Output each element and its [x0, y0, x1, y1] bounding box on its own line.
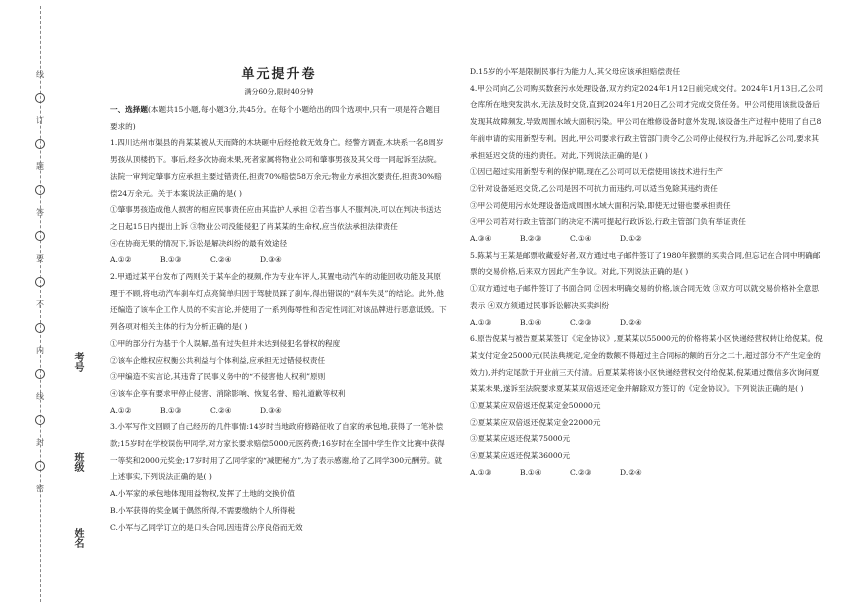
name-label: 姓名 — [72, 528, 83, 548]
circle-icon — [35, 231, 45, 241]
circle-icon — [35, 93, 45, 103]
choice-c[interactable]: C.①④ — [570, 234, 592, 244]
seal-char: 要 — [36, 254, 44, 263]
seal-char: 不 — [36, 300, 44, 309]
question-1-options: ④在协商无果的情况下,诉讼是解决纠纷的最有效途径 — [110, 238, 288, 248]
seal-char: 订 — [36, 116, 44, 125]
question-1-choices — [110, 252, 448, 269]
question-3-choice[interactable]: A.小军家的承包地体现用益物权,发挥了土地的交换价值 — [110, 489, 295, 499]
choice-c[interactable]: C.②④ — [210, 255, 232, 265]
choice-b[interactable]: B.①④ — [520, 317, 542, 327]
choice-b[interactable]: B.②③ — [520, 234, 542, 244]
question-4-item: ③甲公司使用污水处理设备造成周围水域大面积污染,即使无过错也要承担责任 — [470, 200, 731, 210]
choice-a[interactable]: A.①③ — [470, 317, 492, 327]
question-1-stem: 1.四川达州市渠县的肖某某被从天而降的木块砸中后经抢救无效身亡。经警方调查,木块系一名8周岁男孩从顶楼扔下。事后,经多次协商未果,死者家属将物业公司和肇事男孩及其父母一同起诉至法院。法院一审判定肇事方应承担主要过错责任,担责70%赔偿58万余元;物业方承担次要责任,担责30%赔偿24万余元。关于本案说法正确的是( ) — [110, 138, 444, 198]
seal-char: 密 — [36, 484, 44, 493]
choice-c[interactable]: C.②③ — [570, 317, 592, 327]
question-4-item: ④甲公司若对行政主管部门的决定不满可提起行政诉讼,行政主管部门负有举证责任 — [470, 217, 746, 227]
circle-icon — [35, 185, 45, 195]
choice-a[interactable]: A.③④ — [470, 234, 492, 244]
question-6-item: ④夏某某应返还倪某36000元 — [470, 451, 571, 461]
left-page — [110, 0, 448, 608]
question-6-choices — [470, 465, 826, 482]
question-4-item: ②针对设备延迟交货,乙公司是因不可抗力而违约,可以适当免除其违约责任 — [470, 183, 718, 193]
choice-d[interactable]: D.②④ — [620, 317, 642, 327]
choice-d[interactable]: D.②④ — [620, 467, 642, 477]
seal-char: 线 — [36, 70, 44, 79]
question-4-item: ①因已超过实用新型专利的保护期,现在乙公司可以无偿使用该技术进行生产 — [470, 167, 724, 177]
question-1-options: ①肇事男孩造成他人损害的相应民事责任应由其监护人承担 ②若当事人不服判决,可以在判决书送达之日起15日内提出上诉 ③物业公司没能侵犯了肖某某的生命权,应当依法承担法律责任 — [110, 205, 442, 231]
choice-c[interactable]: C.②③ — [570, 467, 592, 477]
right-page — [470, 0, 826, 608]
seal-char: 线 — [36, 392, 44, 401]
seal-column — [30, 70, 50, 494]
question-2-item: ②该车企维权应权衡公共利益与个体利益,应承担无过错侵权责任 — [110, 355, 326, 365]
question-3-stem: 3.小军写作文回顾了自己经历的几件事情:14岁时当地政府修路征收了自家的承包地,获得了一笔补偿款;15岁时在学校误伤甲同学,对方家长要求赔偿5000元医药费;16岁时在全国中学生作文比赛中获得一等奖和2000元奖金;17岁时用了乙同学家的“减肥秘方”,为了表示感谢,给了乙同学300元酬劳。就上述事实,下列说法正确的是( ) — [110, 422, 445, 482]
choice-a[interactable]: A.①③ — [470, 467, 492, 477]
choice-b[interactable]: B.①③ — [160, 255, 182, 265]
circle-icon — [35, 323, 45, 333]
question-2-stem: 2.甲通过某平台发布了两则关于某车企的视频,作为专业车评人,其置电动汽车的动能回收功能及其原理于不顾,将电动汽车刹车灯点亮简单归因于驾驶员踩了刹车,得出错误的“刹车失灵”的结论。此外,他还编造了该车企工作人员的不实言论,并使用了一系列侮辱性和否定性词汇对该品牌进行恶意诋毁。下列各项对相关主体的行为分析正确的是( ) — [110, 272, 447, 332]
choice-a[interactable]: A.①② — [110, 255, 132, 265]
question-2-item: ①甲的部分行为基于个人误解,虽有过失但并未达到侵犯名誉权的程度 — [110, 338, 341, 348]
question-5-options: ①双方通过电子邮件签订了书面合同 ②因未明确交易的价格,该合同无效 ③双方可以就交易价格补全意思表示 ④双方须通过民事诉讼解决买卖纠纷 — [470, 284, 819, 310]
choice-d[interactable]: D.①② — [620, 234, 642, 244]
question-6-item: ①夏某某应双倍返还倪某定金50000元 — [470, 401, 601, 411]
question-3-choice[interactable]: B.小军获得的奖金属于偶然所得,不需要缴纳个人所得税 — [110, 505, 296, 515]
seal-char: 封 — [36, 438, 44, 447]
circle-icon — [35, 139, 45, 149]
circle-icon — [35, 415, 45, 425]
choice-c[interactable]: C.②④ — [210, 405, 232, 415]
question-2-item: ③甲编造不实言论,其违背了民事义务中的“不侵害他人权利”原则 — [110, 372, 326, 382]
seal-char: 答 — [36, 208, 44, 217]
question-2-item: ④该车企享有要求甲停止侵害、消除影响、恢复名誉、赔礼道歉等权利 — [110, 388, 346, 398]
choice-d[interactable]: D.③④ — [260, 255, 282, 265]
question-5-choices — [470, 315, 826, 332]
question-6-item: ③夏某某应返还倪某75000元 — [470, 434, 571, 444]
class-label: 班级 — [72, 452, 83, 472]
circle-icon — [35, 369, 45, 379]
question-3-choice[interactable]: C.小军与乙同学订立的是口头合同,因违背公序良俗而无效 — [110, 522, 303, 532]
choice-a[interactable]: A.①② — [110, 405, 132, 415]
binding-margin — [0, 0, 92, 608]
seal-char: 题 — [36, 162, 44, 171]
seal-char: 内 — [36, 346, 44, 355]
question-5-stem: 5.陈某与王某是邮票收藏爱好者,双方通过电子邮件签订了1980年猴票的买卖合同,但忘记在合同中明确邮票的交易价格,后来双方因此产生争议。对此,下列说法正确的是( ) — [470, 250, 821, 277]
question-4-choices — [470, 231, 826, 248]
question-3-choice[interactable]: D.15岁的小军是限制民事行为能力人,其父母应该承担赔偿责任 — [470, 67, 681, 76]
circle-icon — [35, 277, 45, 287]
exam-number-label: 考号 — [72, 352, 83, 372]
page-subtitle: 满分60分,限时40分钟 — [244, 88, 314, 96]
section-heading: 一、选择题(本题共15小题,每小题3分,共45分。在每个小题给出的四个选项中,只有一项是符合题目要求的) — [110, 105, 441, 131]
question-2-choices — [110, 403, 448, 420]
question-6-stem: 6.原告倪某与被告夏某某签订《定金协议》,夏某某以55000元的价格将某小区快递经营权转让给倪某。倪某支付定金25000元(民法典规定,定金的数额不得超过主合同标的额的百分之二十,超过部分不产生定金的效力),并约定尾款于开业前三天付清。后夏某某将该小区快递经营权交付给倪某,倪某通过微信多次询问夏某某未果,遂诉至法院要求夏某某双倍返还定金并解除双方签订的《定金协议》。下列说法正确的是( ) — [470, 334, 823, 394]
question-6-item: ②夏某某应双倍返还倪某定金22000元 — [470, 417, 601, 427]
circle-icon — [35, 461, 45, 471]
page-title: 单元提升卷 — [241, 67, 317, 82]
choice-b[interactable]: B.①④ — [520, 467, 542, 477]
question-4-stem: 4.甲公司向乙公司购买数套污水处理设备,双方约定2024年1月12日前完成交付。2024年1月13日,乙公司仓库所在地突发洪水,无法及时交货,直到2024年1月20日乙公司才完成交货任务。甲公司使用该批设备后发现其故障频发,导致周围水域大面积污染。甲公司在维修设备时意外发现,该设备生产过程中使用了自己8年前申请的实用新型专利。因此,甲公司要求行政主管部门责令乙公司停止侵权行为,并起诉乙公司,要求其承担延迟交货的违约责任。对此,下列说法正确的是( ) — [470, 83, 824, 160]
choice-d[interactable]: D.③④ — [260, 405, 282, 415]
choice-b[interactable]: B.①③ — [160, 405, 182, 415]
